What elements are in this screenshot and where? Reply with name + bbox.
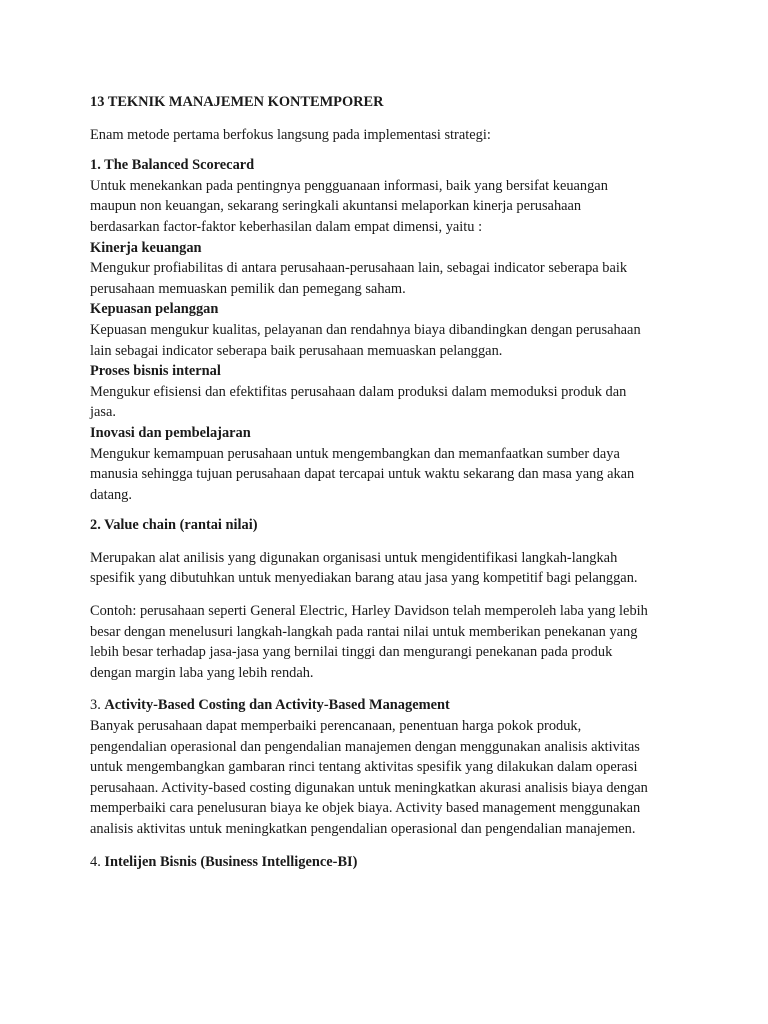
section-3-line: untuk mengembangkan gambaran rinci tentang aktivitas spesifik yang dilakukan dalam operasi [90, 759, 638, 776]
section-4-title: Intelijen Bisnis (Business Intelligence-BI) [104, 853, 358, 870]
section-2-para2-line: besar dengan menelusuri langkah-langkah pada rantai nilai untuk memberikan penekanan yang [90, 623, 638, 640]
subsection-line: jasa. [90, 404, 116, 421]
subsection-line: manusia sehingga tujuan perusahaan dapat tercapai untuk waktu sekarang dan masa yang akan [90, 466, 635, 483]
intro-text: Enam metode pertama berfokus langsung pada implementasi strategi: [90, 126, 491, 143]
section-1-line: berdasarkan factor-faktor keberhasilan dalam empat dimensi, yaitu : [90, 218, 483, 235]
section-3-line: analisis aktivitas untuk meningkatkan pengendalian operasional dan pengendalian manajemen. [90, 821, 636, 837]
subsection-inovasi-heading: Inovasi dan pembelajaran [90, 424, 251, 441]
section-2-para1-line: spesifik yang dibutuhkan untuk menyediakan barang atau jasa yang kompetitif bagi pelanggan. [90, 570, 638, 587]
section-3-title: Activity-Based Costing dan Activity-Based Management [104, 697, 450, 714]
document-page [90, 92, 690, 872]
subsection-line: perusahaan memuaskan pemilik dan pemegang saham. [90, 280, 406, 297]
subsection-proses-bisnis-heading: Proses bisnis internal [90, 363, 221, 380]
section-1-heading: 1. The Balanced Scorecard [90, 157, 255, 174]
section-2-heading: 2. Value chain (rantai nilai) [90, 517, 258, 534]
subsection-kinerja-keuangan-heading: Kinerja keuangan [90, 239, 202, 256]
section-1-line: Untuk menekankan pada pentingnya pengguanaan informasi, baik yang bersifat keuangan [90, 177, 608, 194]
subsection-line: Mengukur profiabilitas di antara perusahaan-perusahaan lain, sebagai indicator seberapa baik [90, 260, 628, 277]
subsection-line: Mengukur efisiensi dan efektifitas perusahaan dalam produksi dalam memoduksi produk dan [90, 383, 627, 400]
subsection-kepuasan-pelanggan-heading: Kepuasan pelanggan [90, 301, 219, 318]
section-1-line: maupun non keuangan, sekarang seringkali akuntansi melaporkan kinerja perusahaan [90, 198, 582, 215]
section-3-heading [90, 695, 690, 716]
section-3-line: pengendalian operasional dan pengendalian manajemen dengan menggunakan analisis aktivitas [90, 738, 640, 755]
subsection-line: datang. [90, 486, 132, 503]
document-title: 13 TEKNIK MANAJEMEN KONTEMPORER [90, 94, 384, 110]
section-3-number: 3. [90, 697, 105, 714]
section-3-line: Banyak perusahaan dapat memperbaiki perencanaan, penentuan harga pokok produk, [90, 718, 582, 735]
section-2-para2-line: Contoh: perusahaan seperti General Electric, Harley Davidson telah memperoleh laba yang lebih [90, 603, 648, 620]
section-2-para1-line: Merupakan alat anilisis yang digunakan organisasi untuk mengidentifikasi langkah-langkah [90, 549, 618, 566]
section-4-number: 4. [90, 853, 105, 870]
subsection-line: Mengukur kemampuan perusahaan untuk mengembangkan dan memanfaatkan sumber daya [90, 445, 620, 462]
section-3-line: perusahaan. Activity-based costing digunakan untuk meningkatkan akurasi analisis biaya dengan [90, 779, 648, 796]
section-2-para2-line: lebih besar terhadap jasa-jasa yang bernilai tinggi dan mengurangi penekanan pada produk [90, 644, 613, 661]
section-2-para2-line: dengan margin laba yang lebih rendah. [90, 664, 314, 681]
section-3-line: memperbaiki cara penelusuran biaya ke objek biaya. Activity based management menggunakan [90, 800, 641, 817]
subsection-line: lain sebagai indicator seberapa baik perusahaan memuaskan pelanggan. [90, 342, 503, 359]
subsection-line: Kepuasan mengukur kualitas, pelayanan dan rendahnya biaya dibandingkan dengan perusahaan [90, 321, 641, 338]
section-4-heading [90, 852, 690, 873]
